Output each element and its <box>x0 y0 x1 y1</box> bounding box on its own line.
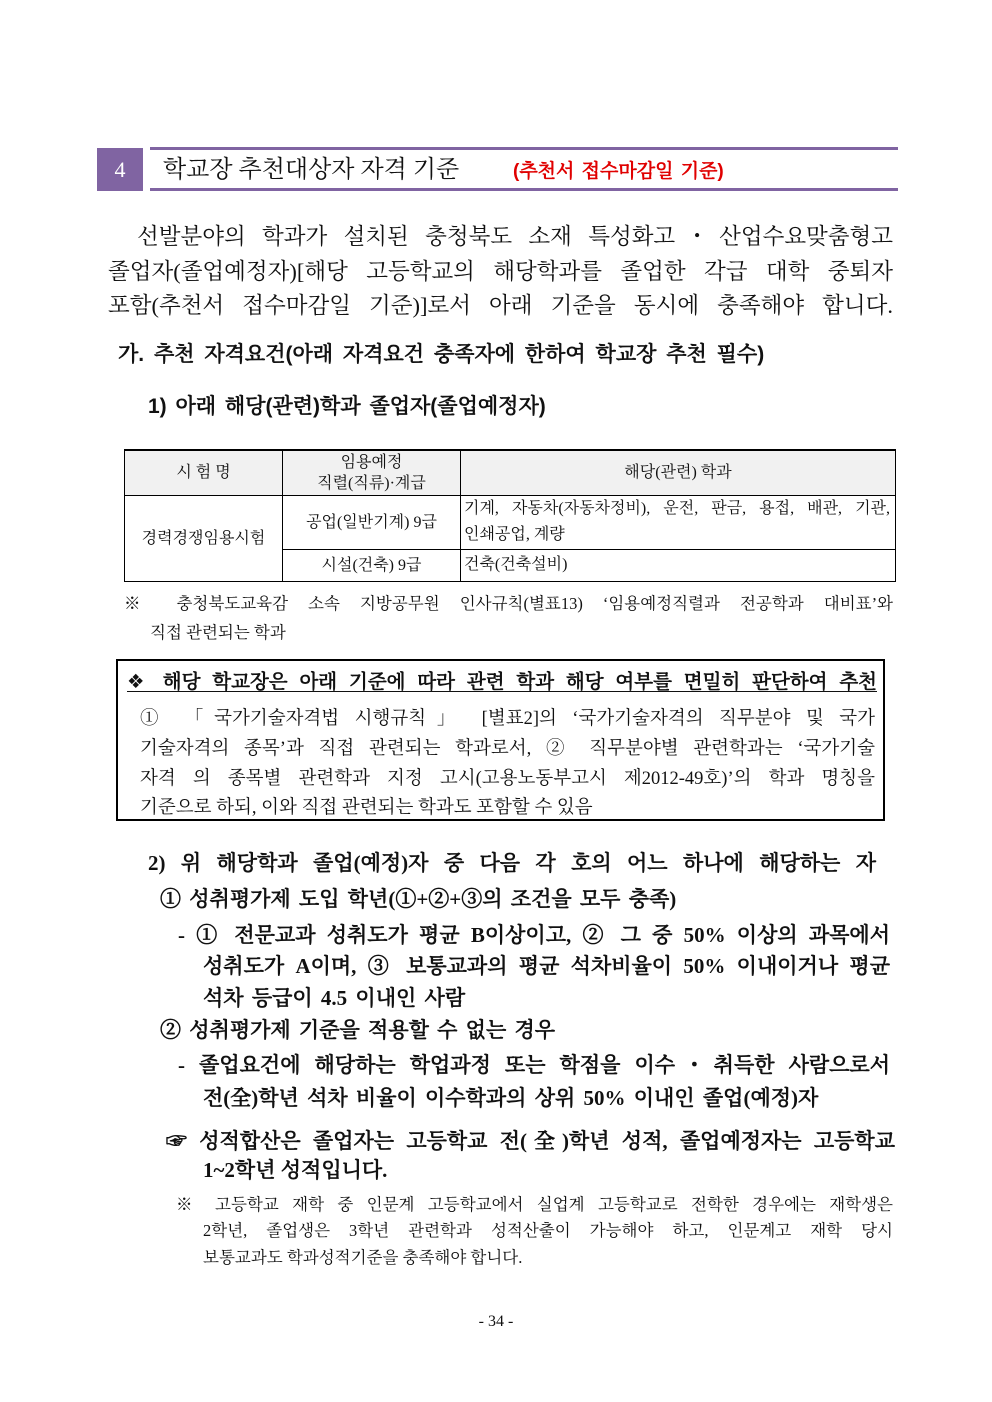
table-header-row <box>125 450 896 495</box>
intro-line: 선발분야의 학과가 설치된 충청북도 소재 특성화고・산업수요맞춤형고 <box>137 224 893 249</box>
department-line: 인쇄공업, 계량 <box>464 526 565 543</box>
table-row <box>125 495 896 549</box>
notice-title: ❖ 해당 학교장은 아래 기준에 따라 관련 학과 해당 여부를 면밀히 판단하여 추천 <box>127 671 877 693</box>
transfer-note-line: 2학년, 졸업생은 3학년 관련학과 성적산출이 가능해야 하고, 인문계고 재학 당시 <box>203 1221 893 1240</box>
case2-line: - 졸업요건에 해당하는 학업과정 또는 학점을 이수・취득한 사람으로서 <box>178 1053 890 1077</box>
header-position-line: 직렬(직류)·계급 <box>317 474 426 492</box>
header-department: 해당(관련) 학과 <box>461 450 896 495</box>
notice-line: ① 「국가기술자격법 시행규칙」 [별표2]의 ‘국가기술자격의 직무분야 및 국가 <box>140 709 875 729</box>
transfer-note-line: 보통교과도 학과성적기준을 충족해야 합니다. <box>203 1248 523 1267</box>
department-cell <box>461 549 896 581</box>
notice-line: 자격 의 종목별 관련학과 지정 고시(고용노동부고시 제2012-49호)’의 학과 명칭을 <box>140 769 875 789</box>
intro-line: 졸업자(졸업예정자)[해당 고등학교의 해당학과를 졸업한 각급 대학 중퇴자 <box>108 259 893 284</box>
page-number: - 34 - <box>478 1313 514 1330</box>
transfer-note-line: ※ 고등학교 재학 중 인문계 고등학교에서 실업계 고등학교로 전학한 경우에는 재학생은 <box>176 1195 893 1214</box>
case1-line: 성취도가 A이며, ③ 보통교과의 평균 석차비율이 50% 이내이거나 평균 <box>203 954 890 978</box>
section-number-badge: 4 <box>97 148 143 191</box>
section-title-note: (추천서 접수마감일 기준) <box>513 161 724 182</box>
table-note-line: ※ 충청북도교육감 소속 지방공무원 인사규칙(별표13) ‘임용예정직렬과 전공학과 대비표’와 <box>124 594 893 613</box>
header-exam: 시 험 명 <box>125 450 283 495</box>
header-rule-bottom <box>150 188 898 191</box>
position-cell: 시설(건축) 9급 <box>283 549 461 581</box>
notice-line: 기준으로 하되, 이와 직접 관련되는 학과도 포함할 수 있음 <box>140 798 593 818</box>
header-position-line: 임용예정 <box>340 453 403 471</box>
case1-heading: ① 성취평가제 도입 학년(①+②+③의 조건을 모두 충족) <box>160 887 677 911</box>
case2-line: 전(全)학년 석차 비율이 이수학과의 상위 50% 이내인 졸업(예정)자 <box>203 1086 819 1110</box>
notice-box <box>116 659 885 821</box>
position-cell: 공업(일반기계) 9급 <box>283 495 461 549</box>
table-note-line: 직접 관련되는 학과 <box>150 623 286 642</box>
header-rule-top <box>150 147 898 150</box>
grade-note-line: ☞ 성적합산은 졸업자는 고등학교 전(全)학년 성적, 졸업예정자는 고등학교 <box>166 1129 895 1153</box>
department-cell <box>461 495 896 549</box>
department-line: 기계, 자동차(자동차정비), 운전, 판금, 용접, 배관, 기관, <box>464 500 890 517</box>
section-title: 학교장 추천대상자 자격 기준 <box>163 157 460 183</box>
section-a-heading: 가. 추천 자격요건(아래 자격요건 충족자에 한하여 학교장 추천 필수) <box>118 343 765 366</box>
item2-heading: 2) 위 해당학과 졸업(예정)자 중 다음 각 호의 어느 하나에 해당하는 자 <box>148 851 876 875</box>
case1-line: 석차 등급이 4.5 이내인 사람 <box>203 986 466 1010</box>
notice-line: 기술자격의 종목’과 직접 관련되는 학과로서, ② 직무분야별 관련학과는 ‘국가기술 <box>140 739 875 759</box>
exam-cell: 경력경쟁임용시험 <box>125 495 283 581</box>
section-a-item1: 1) 아래 해당(관련)학과 졸업자(졸업예정자) <box>148 395 546 418</box>
case2-heading: ② 성취평가제 기준을 적용할 수 없는 경우 <box>160 1018 556 1042</box>
department-line: 건축(건축설비) <box>464 556 568 573</box>
header-position <box>283 450 461 495</box>
intro-line: 포함(추천서 접수마감일 기준)]로서 아래 기준을 동시에 충족해야 합니다. <box>108 293 893 318</box>
department-table <box>124 449 896 582</box>
case1-line: - ① 전문교과 성취도가 평균 B이상이고, ② 그 중 50% 이상의 과목에서 <box>178 923 890 947</box>
grade-note-line: 1~2학년 성적입니다. <box>203 1158 388 1182</box>
